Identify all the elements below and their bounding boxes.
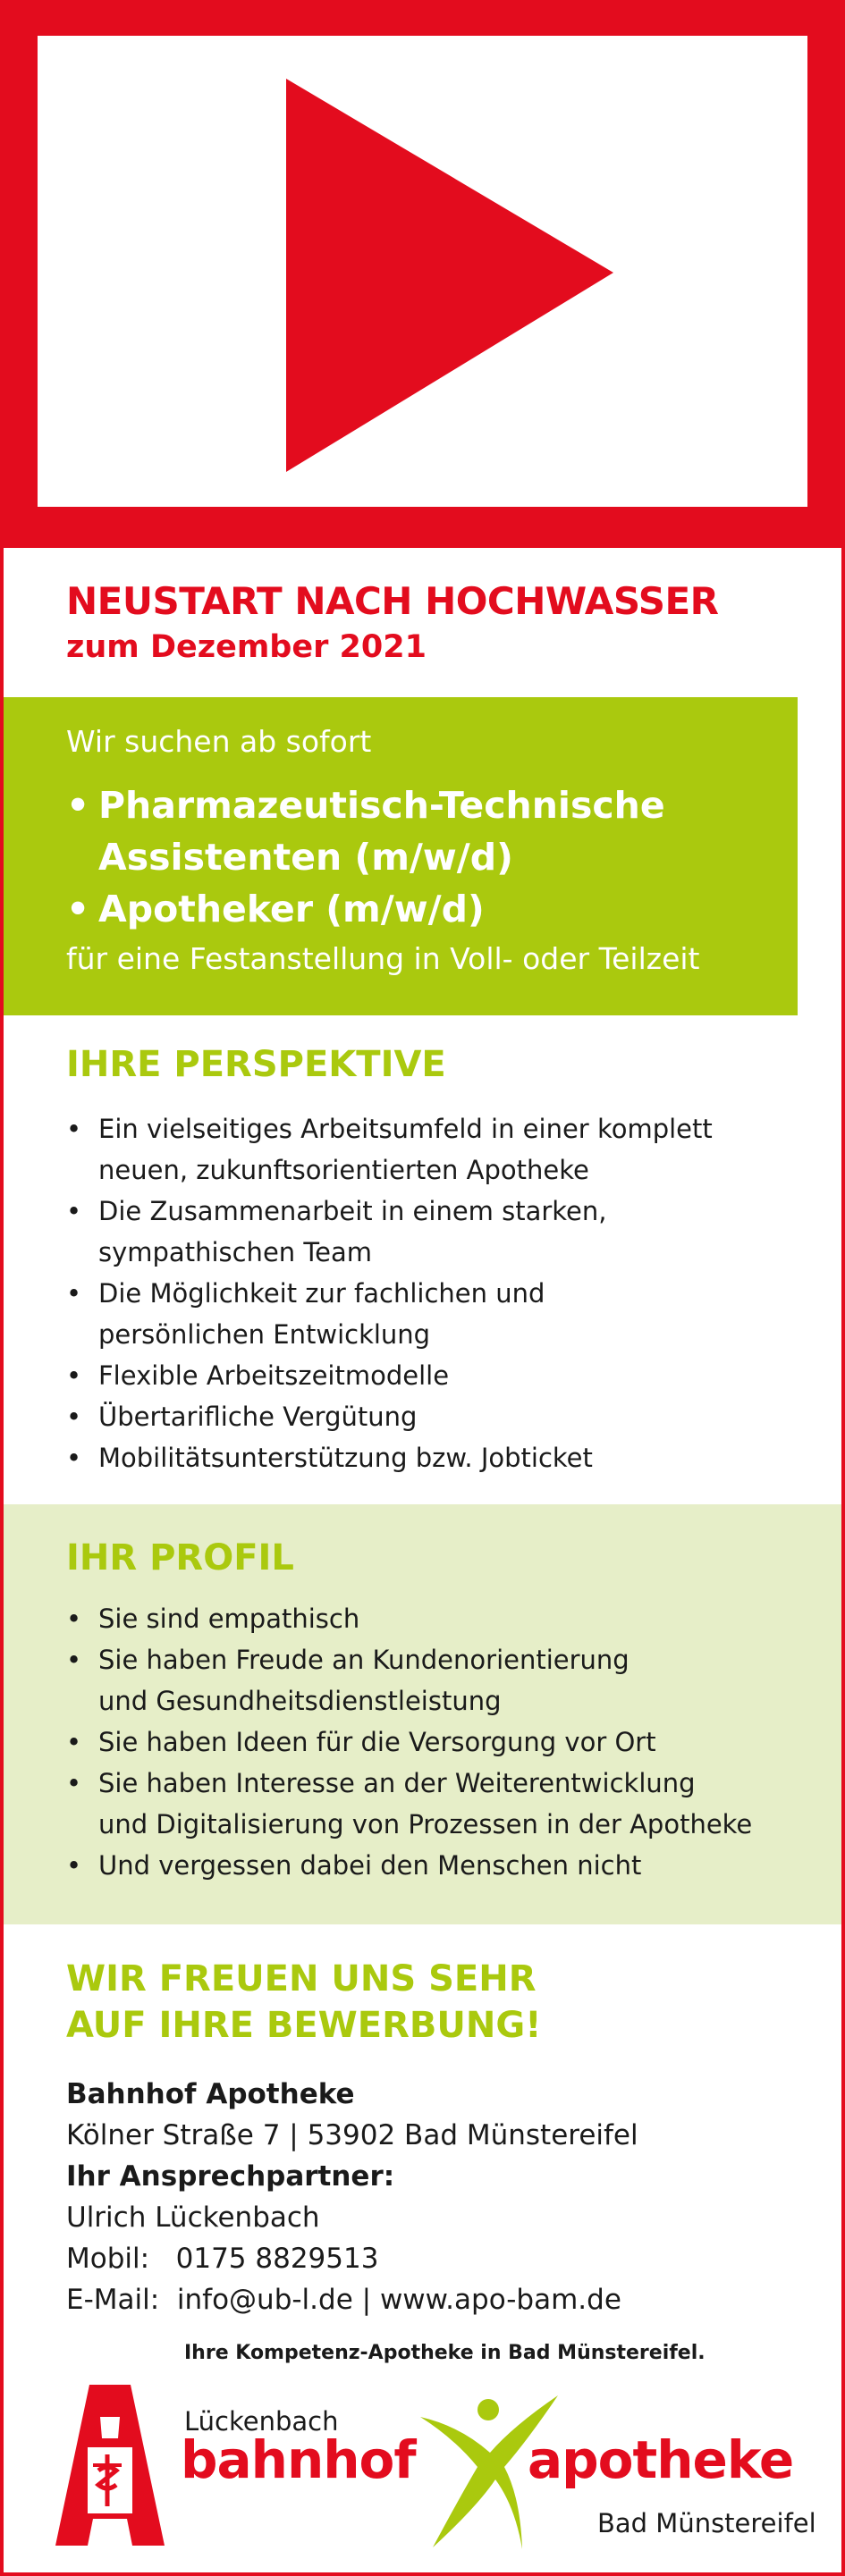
list-item: • Ein vielseitiges Arbeitsumfeld in einer komplett neuen, zukunftsorientierten Apotheke [63, 1108, 713, 1191]
profile-list [63, 1598, 752, 1886]
hero-banner [0, 0, 845, 548]
bullet: • [66, 888, 90, 930]
list-item: • Sie haben Ideen für die Versorgung vor Ort [63, 1722, 752, 1763]
closing-title: WIR FREUEN UNS SEHR AUF IHRE BEWERBUNG! [66, 1958, 542, 2046]
tagline: Ihre Kompetenz-Apotheke in Bad Münstereifel. [184, 2342, 706, 2364]
mobile-line: Mobil: 0175 8829513 [66, 2243, 379, 2275]
address: Kölner Straße 7 | 53902 Bad Münstereifel [66, 2119, 638, 2151]
perspective-title: IHRE PERSPEKTIVE [66, 1044, 446, 1085]
offer-outro: für eine Festanstellung in Voll- oder Teilzeit [66, 941, 700, 976]
list-item: • Sie sind empathisch [63, 1598, 752, 1639]
list-item: • Übertarifliche Vergütung [63, 1396, 713, 1437]
logo-city: Bad Münstereifel [597, 2508, 816, 2538]
contact-label: Ihr Ansprechpartner: [66, 2160, 395, 2193]
list-item: • Mobilitätsunterstützung bzw. Jobticket [63, 1437, 713, 1478]
logo-owner: Lückenbach [184, 2406, 339, 2437]
position-apotheker: • Apotheker (m/w/d) [66, 883, 485, 935]
logo-word-apotheke: apotheke [528, 2429, 794, 2490]
job-offer-box [4, 697, 798, 1015]
list-item: • Sie haben Interesse an der Weiterentwicklung und Digitalisierung von Prozessen in der Apotheke [63, 1763, 752, 1845]
list-item: • Flexible Arbeitszeitmodelle [63, 1355, 713, 1396]
email-line: E-Mail: info@ub-l.de | www.apo-bam.de [66, 2284, 621, 2316]
list-item: • Sie haben Freude an Kundenorientierung und Gesundheitsdienstleistung [63, 1639, 752, 1722]
list-item: • Die Möglichkeit zur fachlichen und persönlichen Entwicklung [63, 1273, 713, 1355]
apotheke-a-icon [55, 2385, 165, 2546]
play-icon[interactable] [0, 0, 845, 548]
headline: NEUSTART NACH HOCHWASSER [66, 579, 719, 623]
perspective-list [63, 1108, 713, 1478]
profile-title: IHR PROFIL [66, 1537, 294, 1578]
contact-block [66, 2074, 638, 2320]
mobile-number[interactable]: 0175 8829513 [175, 2243, 379, 2275]
list-item: • Und vergessen dabei den Menschen nicht [63, 1845, 752, 1886]
bullet: • [66, 784, 90, 827]
subheadline: zum Dezember 2021 [66, 629, 427, 665]
email-link[interactable]: info@ub-l.de [176, 2284, 353, 2316]
contact-person: Ulrich Lückenbach [66, 2201, 320, 2234]
website-link[interactable]: www.apo-bam.de [379, 2284, 621, 2316]
position-pta: • Pharmazeutisch-Technische Assistenten (m/w/d) [66, 779, 665, 883]
offer-intro: Wir suchen ab sofort [66, 724, 372, 759]
company-name: Bahnhof Apotheke [66, 2078, 355, 2110]
list-item: • Die Zusammenarbeit in einem starken, sympathischen Team [63, 1191, 713, 1273]
logo-word-bahnhof: bahnhof [181, 2429, 416, 2490]
